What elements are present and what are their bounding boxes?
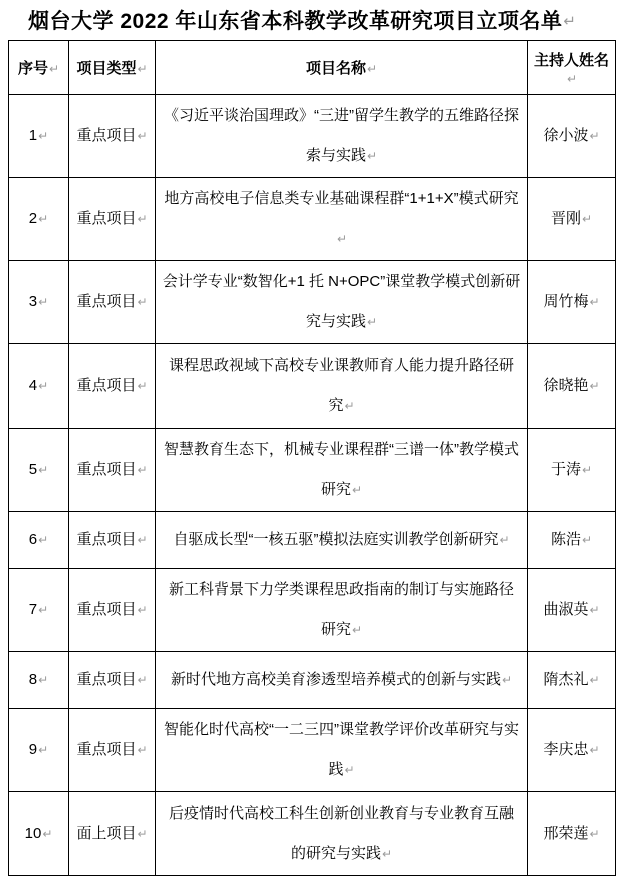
cell-leader <box>528 344 616 429</box>
table-row <box>9 95 616 178</box>
cell-name <box>156 344 528 429</box>
table-row <box>9 512 616 569</box>
cell-leader <box>528 709 616 792</box>
table-row <box>9 344 616 429</box>
header-leader <box>528 41 616 95</box>
paragraph-mark: ↵ <box>38 673 49 687</box>
cell-type <box>69 512 156 569</box>
cell-no <box>9 344 69 429</box>
paragraph-mark: ↵ <box>38 212 49 226</box>
paragraph-mark: ↵ <box>38 463 49 477</box>
page-title-text: 烟台大学 2022 年山东省本科教学改革研究项目立项名单 <box>28 10 563 33</box>
header-name <box>156 41 528 95</box>
cell-type <box>69 344 156 429</box>
cell-leader <box>528 95 616 178</box>
paragraph-mark: ↵ <box>501 673 513 687</box>
cell-leader <box>528 512 616 569</box>
paragraph-mark: ↵ <box>38 379 49 393</box>
cell-no <box>9 261 69 344</box>
project-type: 重点项目 <box>76 127 137 144</box>
project-name: 《习近平谈治国理政》“三进”留学生教学的五维路径探索与实践 <box>164 107 519 164</box>
cell-type <box>69 429 156 512</box>
paragraph-mark: ↵ <box>336 232 348 246</box>
paragraph-mark: ↵ <box>581 212 593 226</box>
paragraph-mark: ↵ <box>137 673 148 687</box>
paragraph-mark: ↵ <box>38 603 49 617</box>
project-type: 重点项目 <box>76 741 137 758</box>
paragraph-mark: ↵ <box>48 62 60 76</box>
cell-type <box>69 178 156 261</box>
table-row <box>9 569 616 652</box>
paragraph-mark: ↵ <box>42 826 53 841</box>
paragraph-mark: ↵ <box>38 129 49 143</box>
paragraph-mark: ↵ <box>137 129 148 143</box>
row-number: 3 <box>28 293 38 310</box>
cell-type <box>69 569 156 652</box>
paragraph-mark: ↵ <box>366 149 378 163</box>
cell-no <box>9 429 69 512</box>
row-number: 2 <box>28 210 38 227</box>
cell-type <box>69 709 156 792</box>
project-name: 新工科背景下力学类课程思政指南的制订与实施路径研究 <box>168 581 514 638</box>
cell-name <box>156 261 528 344</box>
row-number: 10 <box>24 824 42 842</box>
paragraph-mark: ↵ <box>38 295 49 309</box>
cell-leader <box>528 261 616 344</box>
paragraph-mark: ↵ <box>351 483 363 497</box>
row-number: 5 <box>28 461 38 478</box>
project-type: 重点项目 <box>76 377 137 394</box>
leader-name: 晋刚 <box>550 210 581 227</box>
table-row <box>9 709 616 792</box>
paragraph-mark: ↵ <box>137 379 148 393</box>
paragraph-mark: ↵ <box>137 603 148 617</box>
paragraph-mark: ↵ <box>38 533 49 547</box>
header-no <box>9 41 69 95</box>
project-name: 智慧教育生态下，机械专业课程群“三谱一体”教学模式研究 <box>164 441 519 498</box>
project-name: 课程思政视域下高校专业课教师育人能力提升路径研究 <box>168 357 514 414</box>
row-number: 4 <box>28 377 38 394</box>
row-number: 6 <box>28 531 38 548</box>
paragraph-mark: ↵ <box>566 71 578 86</box>
cell-no <box>9 652 69 709</box>
project-name: 后疫情时代高校工科生创新创业教育与专业教育互融的研究与实践 <box>168 804 514 862</box>
cell-no <box>9 512 69 569</box>
header-type <box>69 41 156 95</box>
cell-no <box>9 709 69 792</box>
leader-name: 李庆忠 <box>543 741 589 758</box>
leader-name: 邢荣莲 <box>543 824 589 842</box>
cell-leader <box>528 569 616 652</box>
paragraph-mark: ↵ <box>581 463 593 477</box>
paragraph-mark: ↵ <box>344 399 355 413</box>
row-number: 8 <box>28 671 38 688</box>
leader-name: 徐晓艳 <box>543 377 589 394</box>
cell-name <box>156 429 528 512</box>
paragraph-mark: ↵ <box>589 129 600 143</box>
leader-name: 于涛 <box>550 461 581 478</box>
paragraph-mark: ↵ <box>381 846 393 861</box>
paragraph-mark: ↵ <box>137 212 148 226</box>
table-row <box>9 792 616 876</box>
project-name: 地方高校电子信息类专业基础课程群“1+1+X”模式研究 <box>164 190 519 207</box>
project-type: 面上项目 <box>76 824 137 842</box>
paragraph-mark: ↵ <box>366 62 378 76</box>
project-type: 重点项目 <box>76 671 137 688</box>
paragraph-mark: ↵ <box>38 743 49 757</box>
leader-name: 徐小波 <box>543 127 589 144</box>
header-no-label: 序号 <box>17 60 48 77</box>
paragraph-mark: ↵ <box>137 62 148 76</box>
paragraph-mark: ↵ <box>589 603 600 617</box>
leader-name: 隋杰礼 <box>543 671 589 688</box>
cell-no <box>9 792 69 876</box>
project-type: 重点项目 <box>76 601 137 618</box>
paragraph-mark: ↵ <box>589 379 600 393</box>
cell-type <box>69 792 156 876</box>
paragraph-mark: ↵ <box>351 623 363 637</box>
paragraph-mark: ↵ <box>589 673 600 687</box>
row-number: 7 <box>28 601 38 618</box>
cell-leader <box>528 792 616 876</box>
project-name: 智能化时代高校“一二三四”课堂教学评价改革研究与实践 <box>164 721 519 778</box>
cell-leader <box>528 652 616 709</box>
paragraph-mark: ↵ <box>499 533 510 547</box>
cell-no <box>9 95 69 178</box>
header-name-label: 项目名称 <box>305 60 366 77</box>
cell-name <box>156 512 528 569</box>
paragraph-mark: ↵ <box>344 763 355 777</box>
row-number: 1 <box>28 127 38 144</box>
cell-no <box>9 178 69 261</box>
paragraph-mark: ↵ <box>137 295 148 309</box>
leader-name: 陈浩 <box>550 531 581 548</box>
paragraph-mark: ↵ <box>366 315 378 329</box>
cell-name <box>156 652 528 709</box>
table-row <box>9 178 616 261</box>
paragraph-mark: ↵ <box>589 743 600 757</box>
project-name: 自驱成长型“一核五驱”模拟法庭实训教学创新研究 <box>173 531 499 548</box>
project-type: 重点项目 <box>76 293 137 310</box>
paragraph-mark: ↵ <box>137 533 148 547</box>
header-leader-label: 主持人姓名 <box>533 51 609 69</box>
table-row <box>9 429 616 512</box>
project-name: 会计学专业“数智化+1 托 N+OPC”课堂教学模式创新研究与实践 <box>162 273 521 330</box>
paragraph-mark: ↵ <box>137 463 148 477</box>
project-type: 重点项目 <box>76 461 137 478</box>
cell-name <box>156 709 528 792</box>
cell-leader <box>528 429 616 512</box>
cell-type <box>69 95 156 178</box>
project-type: 重点项目 <box>76 531 137 548</box>
project-table <box>8 40 616 876</box>
cell-name <box>156 95 528 178</box>
paragraph-mark: ↵ <box>581 533 593 547</box>
header-type-label: 项目类型 <box>76 60 137 77</box>
paragraph-mark: ↵ <box>589 295 600 309</box>
table-header-row <box>9 41 616 95</box>
cell-type <box>69 652 156 709</box>
cell-leader <box>528 178 616 261</box>
paragraph-mark: ↵ <box>137 743 148 757</box>
cell-type <box>69 261 156 344</box>
cell-name <box>156 178 528 261</box>
row-number: 9 <box>28 741 38 758</box>
project-type: 重点项目 <box>76 210 137 227</box>
table-row <box>9 652 616 709</box>
table-row <box>9 261 616 344</box>
cell-no <box>9 569 69 652</box>
cell-name <box>156 792 528 876</box>
leader-name: 周竹梅 <box>543 293 589 310</box>
leader-name: 曲淑英 <box>543 601 589 618</box>
paragraph-mark: ↵ <box>589 826 600 841</box>
project-name: 新时代地方高校美育渗透型培养模式的创新与实践 <box>170 671 501 688</box>
paragraph-mark: ↵ <box>137 826 148 841</box>
cell-name <box>156 569 528 652</box>
page-title <box>0 0 619 36</box>
paragraph-mark: ↵ <box>563 12 577 30</box>
